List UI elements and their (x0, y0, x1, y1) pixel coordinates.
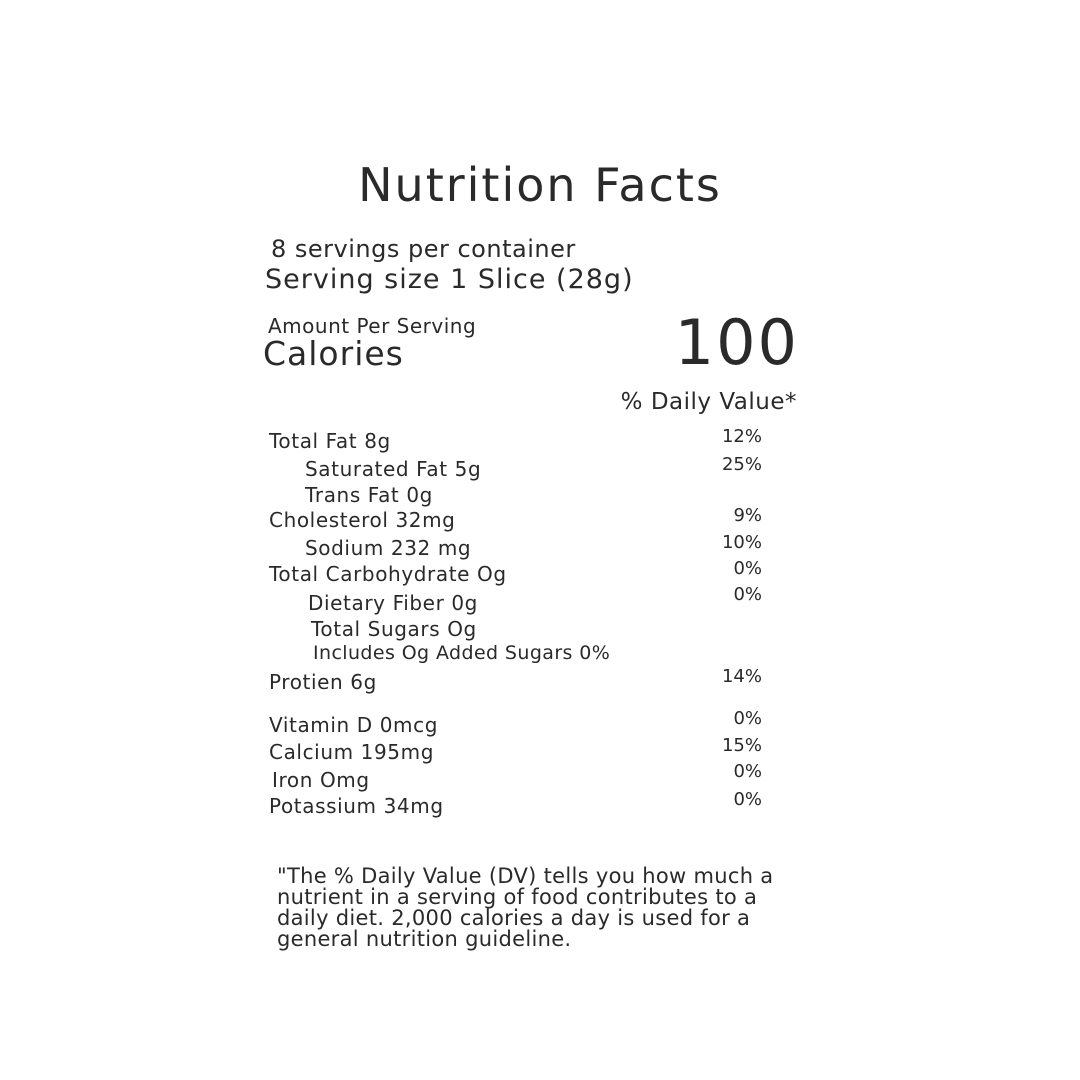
servings-per-container: 8 servings per container (271, 235, 576, 263)
nutrient-potassium-label: Potassium 34mg (269, 794, 444, 818)
nutrient-vitamin-d-label: Vitamin D 0mcg (269, 713, 439, 737)
amount-per-serving-label: Amount Per Serving (268, 314, 477, 338)
nutrient-sodium-label: Sodium 232 mg (305, 536, 472, 560)
nutrient-total-fat-dv: 12% (721, 426, 762, 447)
nutrition-facts-title: Nutrition Facts (358, 158, 722, 212)
nutrient-trans-fat-label: Trans Fat 0g (305, 483, 433, 507)
calories-label: Calories (263, 334, 404, 373)
nutrient-saturated-fat-label: Saturated Fat 5g (305, 457, 482, 481)
nutrient-dietary-fiber-dv: 0% (733, 584, 762, 605)
nutrient-total-sugars-label: Total Sugars Og (311, 617, 477, 641)
nutrient-total-carbohydrate-label: Total Carbohydrate Og (269, 562, 507, 586)
nutrient-added-sugars-label: Includes Og Added Sugars 0% (313, 642, 611, 664)
nutrient-cholesterol-label: Cholesterol 32mg (269, 508, 456, 532)
nutrient-dietary-fiber-label: Dietary Fiber 0g (308, 591, 478, 615)
nutrient-potassium-dv: 0% (733, 789, 762, 810)
nutrient-cholesterol-dv: 9% (733, 505, 762, 526)
nutrient-iron-dv: 0% (733, 761, 762, 782)
calories-value: 100 (674, 306, 799, 379)
nutrient-sodium-dv: 10% (721, 532, 762, 553)
nutrient-vitamin-d-dv: 0% (733, 708, 762, 729)
nutrient-total-fat-label: Total Fat 8g (269, 429, 391, 453)
nutrient-calcium-label: Calcium 195mg (269, 740, 434, 764)
daily-value-footnote: "The % Daily Value (DV) tells you how much a nutrient in a serving of food contributes to a daily diet. 2,000 calories a day is used for a general nutrition guideline. (277, 864, 774, 951)
nutrient-iron-label: Iron Omg (272, 768, 370, 792)
daily-value-header: % Daily Value* (620, 389, 797, 415)
nutrient-protein-dv: 14% (721, 666, 762, 687)
nutrient-calcium-dv: 15% (721, 735, 762, 756)
nutrient-protein-label: Protien 6g (269, 670, 377, 694)
nutrient-total-carbohydrate-dv: 0% (733, 558, 762, 579)
nutrient-saturated-fat-dv: 25% (721, 454, 762, 475)
serving-size: Serving size 1 Slice (28g) (265, 264, 634, 295)
